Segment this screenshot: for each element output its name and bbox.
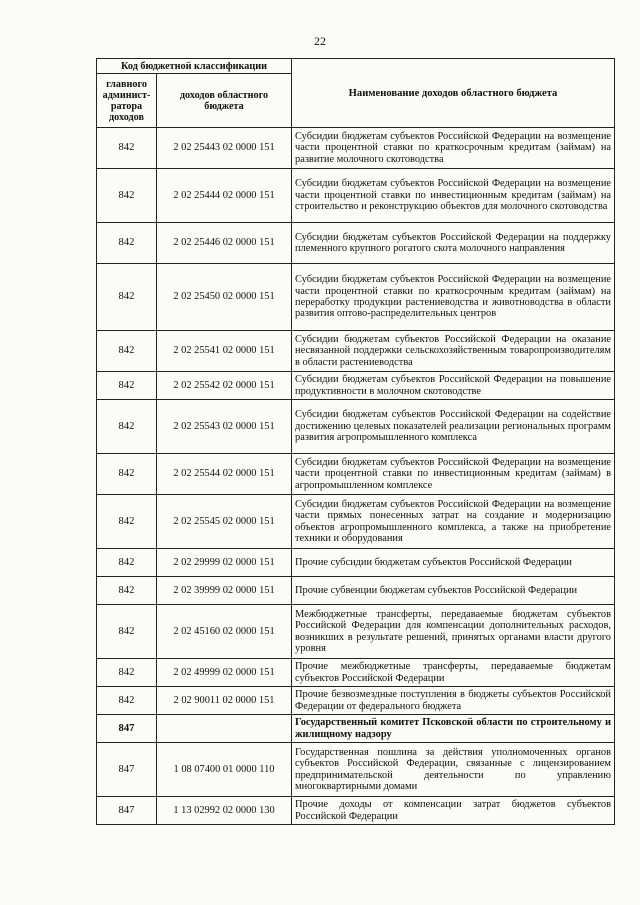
income-name-cell: Прочие межбюджетные трансферты, передаваемые бюджетам субъектов Российской Федерации: [292, 659, 615, 687]
table-row: [97, 495, 615, 549]
table-row: [97, 577, 615, 605]
income-code-cell: 2 02 25443 02 0000 151: [157, 128, 292, 169]
table-row: [97, 454, 615, 495]
income-code-cell: 2 02 49999 02 0000 151: [157, 659, 292, 687]
income-code-cell: 2 02 25541 02 0000 151: [157, 331, 292, 372]
income-code-cell: 2 02 90011 02 0000 151: [157, 687, 292, 715]
table-row: [97, 223, 615, 264]
income-code-cell: 2 02 25543 02 0000 151: [157, 400, 292, 454]
table-row: [97, 797, 615, 825]
admin-code-cell: 842: [97, 128, 157, 169]
table-row: [97, 743, 615, 797]
admin-code-cell: 847: [97, 743, 157, 797]
income-code-cell: 2 02 25450 02 0000 151: [157, 264, 292, 331]
table-row: [97, 331, 615, 372]
admin-code-cell: 842: [97, 495, 157, 549]
admin-code-cell: 842: [97, 687, 157, 715]
income-name-cell: Субсидии бюджетам субъектов Российской Федерации на возмещение части процентной ставки по инвестиционным кредитам (займам) в агропромышленном комплексе: [292, 454, 615, 495]
admin-code-cell: 847: [97, 797, 157, 825]
budget-classification-table: [96, 58, 615, 825]
table-row: [97, 372, 615, 400]
income-name-cell: Субсидии бюджетам субъектов Российской Федерации на поддержку племенного крупного рогатого скота молочного направления: [292, 223, 615, 264]
income-name-cell: Прочие доходы от компенсации затрат бюджетов субъектов Российской Федерации: [292, 797, 615, 825]
admin-code-cell: 842: [97, 264, 157, 331]
income-name-cell: Субсидии бюджетам субъектов Российской Федерации на содействие достижению целевых показателей реализации региональных программ развития агропромышленного комплекса: [292, 400, 615, 454]
table-row: [97, 400, 615, 454]
table-row: [97, 549, 615, 577]
admin-code-cell: 842: [97, 331, 157, 372]
income-name-cell: Прочие субвенции бюджетам субъектов Российской Федерации: [292, 577, 615, 605]
income-name-cell: Субсидии бюджетам субъектов Российской Федерации на возмещение части процентной ставки по краткосрочным кредитам (займам) на развитие молочного скотоводства: [292, 128, 615, 169]
income-code-cell: 2 02 39999 02 0000 151: [157, 577, 292, 605]
table-row: [97, 169, 615, 223]
income-name-cell: Субсидии бюджетам субъектов Российской Федерации на оказание несвязанной поддержки сельскохозяйственным товаропроизводителям в области растениеводства: [292, 331, 615, 372]
table-row: [97, 264, 615, 331]
admin-code-cell: 842: [97, 223, 157, 264]
header-admin: главного админист-ратора доходов: [97, 74, 157, 128]
header-code: доходов областного бюджета: [157, 74, 292, 128]
income-name-cell: Государственная пошлина за действия уполномоченных органов субъектов Российской Федерации, связанные с лицензированием предпринимательской деятельности по управлению многоквартирными домами: [292, 743, 615, 797]
income-code-cell: 2 02 25545 02 0000 151: [157, 495, 292, 549]
income-name-cell: Субсидии бюджетам субъектов Российской Федерации на возмещение части процентной ставки по инвестиционным кредитам (займам) на строительство и реконструкцию объектов для молочного скотоводства: [292, 169, 615, 223]
table-row: [97, 687, 615, 715]
admin-code-cell: 842: [97, 549, 157, 577]
admin-code-cell: 847: [97, 715, 157, 743]
income-name-cell: Межбюджетные трансферты, передаваемые бюджетам субъектов Российской Федерации для компенсации дополнительных расходов, возникших в результате решений, принятых органами власти другого уровня: [292, 605, 615, 659]
income-code-cell: 2 02 25444 02 0000 151: [157, 169, 292, 223]
admin-code-cell: 842: [97, 659, 157, 687]
table-row: [97, 605, 615, 659]
admin-code-cell: 842: [97, 577, 157, 605]
income-code-cell: 2 02 25446 02 0000 151: [157, 223, 292, 264]
admin-code-cell: 842: [97, 400, 157, 454]
income-code-cell: 2 02 29999 02 0000 151: [157, 549, 292, 577]
income-name-cell: Субсидии бюджетам субъектов Российской Федерации на возмещение части процентной ставки по краткосрочным кредитам (займам) на переработку продукции растениеводства и животноводства в области развития оптово-распределительных центров: [292, 264, 615, 331]
income-code-cell: 1 13 02992 02 0000 130: [157, 797, 292, 825]
admin-code-cell: 842: [97, 454, 157, 495]
income-name-cell: Прочие безвозмездные поступления в бюджеты субъектов Российской Федерации от федерального бюджета: [292, 687, 615, 715]
admin-code-cell: 842: [97, 372, 157, 400]
income-code-cell: [157, 715, 292, 743]
table-row: [97, 659, 615, 687]
table-row: [97, 128, 615, 169]
income-code-cell: 2 02 25544 02 0000 151: [157, 454, 292, 495]
page-number: 22: [314, 34, 326, 48]
income-code-cell: 2 02 25542 02 0000 151: [157, 372, 292, 400]
admin-code-cell: 842: [97, 169, 157, 223]
income-name-cell: Прочие субсидии бюджетам субъектов Российской Федерации: [292, 549, 615, 577]
income-code-cell: 2 02 45160 02 0000 151: [157, 605, 292, 659]
header-classification-code: Код бюджетной классификации: [97, 59, 292, 74]
section-title-cell: Государственный комитет Псковской области по строительному и жилищному надзору: [292, 715, 615, 743]
income-code-cell: 1 08 07400 01 0000 110: [157, 743, 292, 797]
admin-code-cell: 842: [97, 605, 157, 659]
income-name-cell: Субсидии бюджетам субъектов Российской Федерации на повышение продуктивности в молочном скотоводстве: [292, 372, 615, 400]
table-row-section: [97, 715, 615, 743]
header-name: Наименование доходов областного бюджета: [292, 59, 615, 128]
table-body: [97, 128, 615, 825]
income-name-cell: Субсидии бюджетам субъектов Российской Федерации на возмещение части прямых понесенных затрат на создание и модернизацию объектов агропромышленного комплекса, а также на приобретение техники и оборудования: [292, 495, 615, 549]
